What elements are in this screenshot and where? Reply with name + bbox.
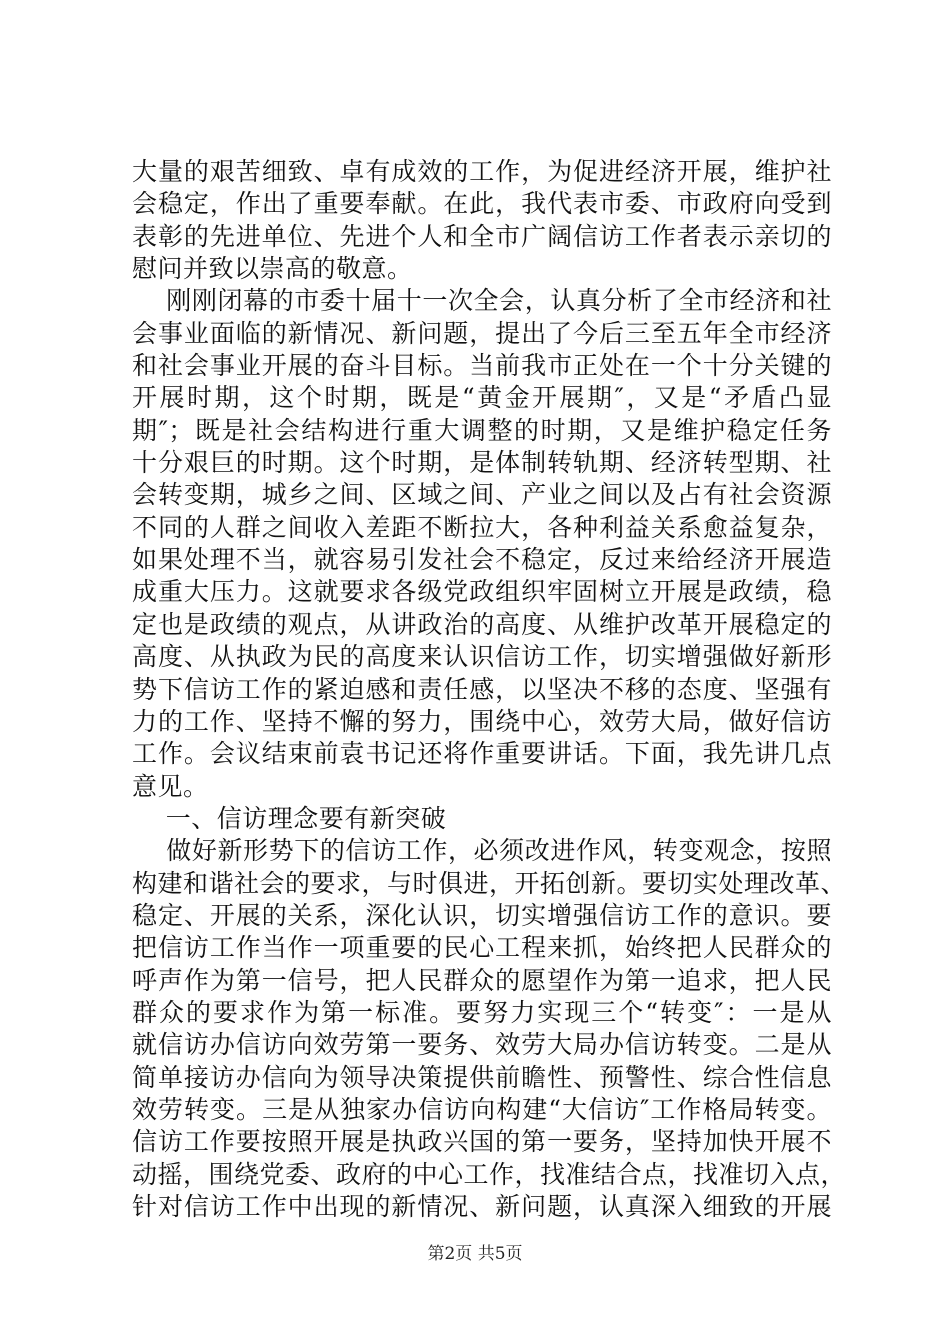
text-line: 会稳定，作出了重要奉献。在此，我代表市委、市政府向受到 xyxy=(132,189,832,219)
text-line: 做好新形势下的信访工作，必须改进作风，转变观念，按照 xyxy=(132,836,832,866)
text-line: 呼声作为第一信号，把人民群众的愿望作为第一追求，把人民 xyxy=(132,965,832,995)
text-line: 开展时期，这个时期，既是“黄金开展期″，又是“矛盾凸显 xyxy=(132,383,832,413)
page-footer: 第2页 共5页 xyxy=(427,1244,523,1264)
text-line: 和社会事业开展的奋斗目标。当前我市正处在一个十分关键的 xyxy=(132,351,832,381)
text-line: 群众的要求作为第一标准。要努力实现三个“转变″：一是从 xyxy=(132,997,832,1027)
text-line: 工作。会议结束前袁书记还将作重要讲话。下面，我先讲几点 xyxy=(132,739,832,769)
text-line: 高度、从执政为民的高度来认识信访工作，切实增强做好新形 xyxy=(132,642,832,672)
text-line: 信访工作要按照开展是执政兴国的第一要务，坚持加快开展不 xyxy=(132,1127,832,1157)
text-line: 效劳转变。三是从独家办信访向构建“大信访″工作格局转变。 xyxy=(132,1094,832,1124)
section-heading: 一、信访理念要有新突破 xyxy=(132,803,447,833)
text-line: 会事业面临的新情况、新问题，提出了今后三至五年全市经济 xyxy=(132,318,832,348)
text-line: 刚刚闭幕的市委十届十一次全会，认真分析了全市经济和社 xyxy=(132,286,832,316)
text-line: 十分艰巨的时期。这个时期，是体制转轨期、经济转型期、社 xyxy=(132,448,832,478)
text-line: 简单接访办信向为领导决策提供前瞻性、预警性、综合性信息 xyxy=(132,1062,832,1092)
text-line: 就信访办信访向效劳第一要务、效劳大局办信访转变。二是从 xyxy=(132,1030,832,1060)
text-line: 力的工作、坚持不懈的努力，围绕中心，效劳大局，做好信访 xyxy=(132,706,832,736)
text-line: 意见。 xyxy=(132,771,209,801)
text-line: 成重大压力。这就要求各级党政组织牢固树立开展是政绩，稳 xyxy=(132,577,832,607)
text-line: 针对信访工作中出现的新情况、新问题，认真深入细致的开展 xyxy=(132,1192,832,1221)
text-line: 大量的艰苦细致、卓有成效的工作，为促进经济开展，维护社 xyxy=(132,157,832,186)
text-line: 表彰的先进单位、先进个人和全市广阔信访工作者表示亲切的 xyxy=(132,221,832,251)
text-line: 稳定、开展的关系，深化认识，切实增强信访工作的意识。要 xyxy=(132,900,832,930)
text-line: 会转变期，城乡之间、区域之间、产业之间以及占有社会资源 xyxy=(132,480,832,510)
text-line: 定也是政绩的观点，从讲政治的高度、从维护改革开展稳定的 xyxy=(132,609,832,639)
text-line: 动摇，围绕党委、政府的中心工作，找准结合点，找准切入点， xyxy=(132,1159,847,1189)
text-line: 构建和谐社会的要求，与时俱进，开拓创新。要切实处理改革、 xyxy=(132,868,847,898)
text-line: 如果处理不当，就容易引发社会不稳定，反过来给经济开展造 xyxy=(132,545,832,575)
text-line: 势下信访工作的紧迫感和责任感，以坚决不移的态度、坚强有 xyxy=(132,674,832,704)
text-line: 期″；既是社会结构进行重大调整的时期，又是维护稳定任务 xyxy=(132,415,832,445)
document-body xyxy=(132,156,847,1223)
text-line: 慰问并致以崇高的敬意。 xyxy=(132,254,413,284)
text-line: 把信访工作当作一项重要的民心工程来抓，始终把人民群众的 xyxy=(132,933,832,963)
text-line: 不同的人群之间收入差距不断拉大，各种利益关系愈益复杂， xyxy=(132,512,832,542)
